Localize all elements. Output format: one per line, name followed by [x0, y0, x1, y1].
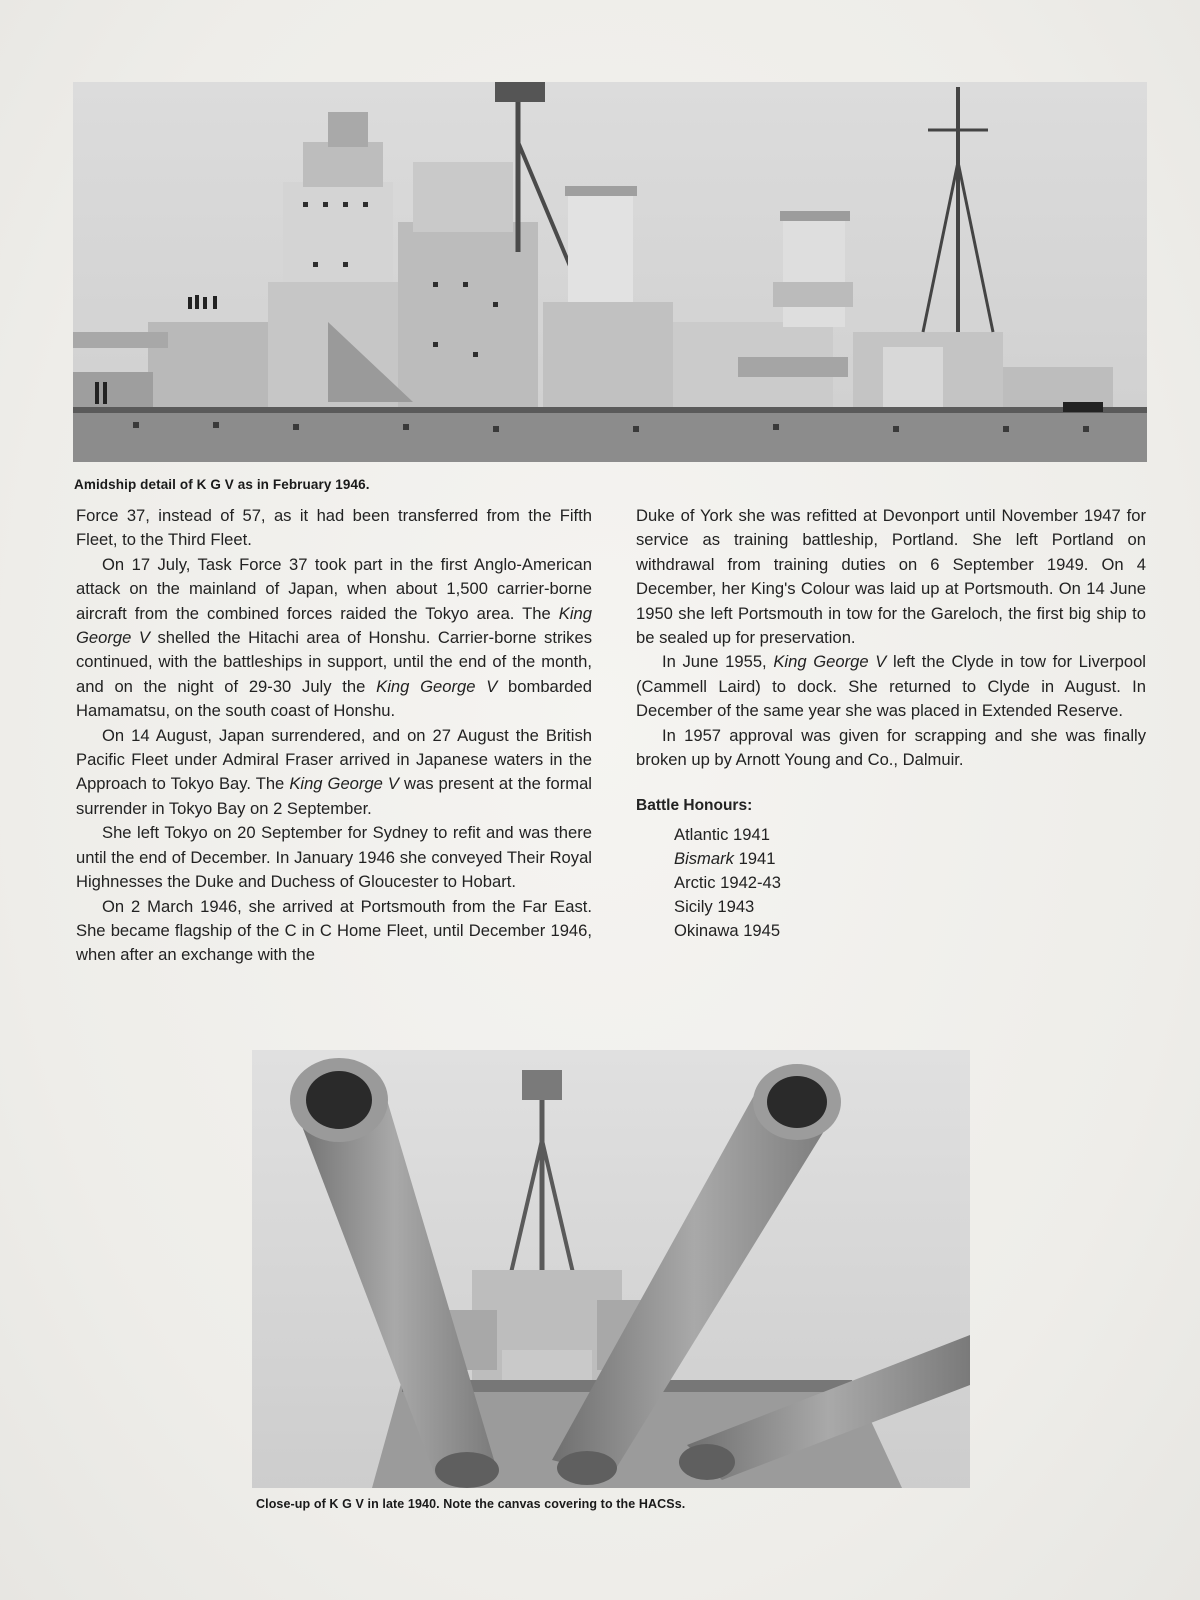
gun-barrels-closeup-photo [252, 1050, 970, 1488]
paragraph: On 17 July, Task Force 37 took part in the first Anglo-American attack on the mainland of Japan, when about 1,500 carrier-borne aircraft from the combined forces raided the Tokyo area. The King George V shelled the Hitachi area of Honshu. Carrier-borne strikes continued, with the battleships in support, until the end of the month, and on the night of 29-30 July the King George V bombarded Hamamatsu, on the south coast of Honshu. [76, 554, 592, 721]
right-text-column [636, 504, 1146, 943]
left-text-column [76, 504, 592, 968]
bottom-photo-caption: Close-up of K G V in late 1940. Note the canvas covering to the HACSs. [256, 1497, 686, 1511]
paragraph: Duke of York she was refitted at Devonport until November 1947 for service as training battleship, Portland. She left Portland on withdrawal from training duties on 6 September 1949. On 4 December, her King's Colour was laid up at Portsmouth. On 14 June 1950 she left Portsmouth in tow for the Gareloch, the first big ship to be sealed up for preservation. [636, 506, 1146, 648]
list-item: Arctic 1942-43 [674, 872, 782, 892]
list-item: Okinawa 1945 [674, 920, 781, 940]
paragraph: She left Tokyo on 20 September for Sydney to refit and was there until the end of December. In January 1946 she conveyed Their Royal Highnesses the Duke and Duchess of Gloucester to Hobart. [76, 823, 592, 892]
battle-honours-list [674, 823, 1146, 943]
battle-honours-heading: Battle Honours: [636, 797, 753, 815]
paragraph: On 14 August, Japan surrendered, and on 27 August the British Pacific Fleet under Admiral Fraser arrived in Japanese waters in the Approach to Tokyo Bay. The King George V was present at the formal surrender in Tokyo Bay on 2 September. [76, 725, 592, 818]
list-item: Atlantic 1941 [674, 824, 770, 844]
paragraph: In 1957 approval was given for scrapping and she was finally broken up by Arnott Young and Co., Dalmuir. [636, 725, 1146, 770]
paragraph: On 2 March 1946, she arrived at Portsmouth from the Far East. She became flagship of the C in C Home Fleet, until December 1946, when after an exchange with the [76, 896, 592, 965]
top-photo-caption: Amidship detail of K G V as in February 1946. [74, 477, 370, 492]
list-item: Bismark 1941 [674, 848, 776, 868]
paragraph: In June 1955, King George V left the Clyde in tow for Liverpool (Cammell Laird) to dock. She returned to Clyde in August. In December of the same year she was placed in Extended Reserve. [636, 652, 1146, 721]
list-item: Sicily 1943 [674, 896, 755, 916]
battleship-amidships-photo [73, 82, 1147, 462]
paragraph: Force 37, instead of 57, as it had been transferred from the Fifth Fleet, to the Third Fleet. [76, 506, 592, 550]
